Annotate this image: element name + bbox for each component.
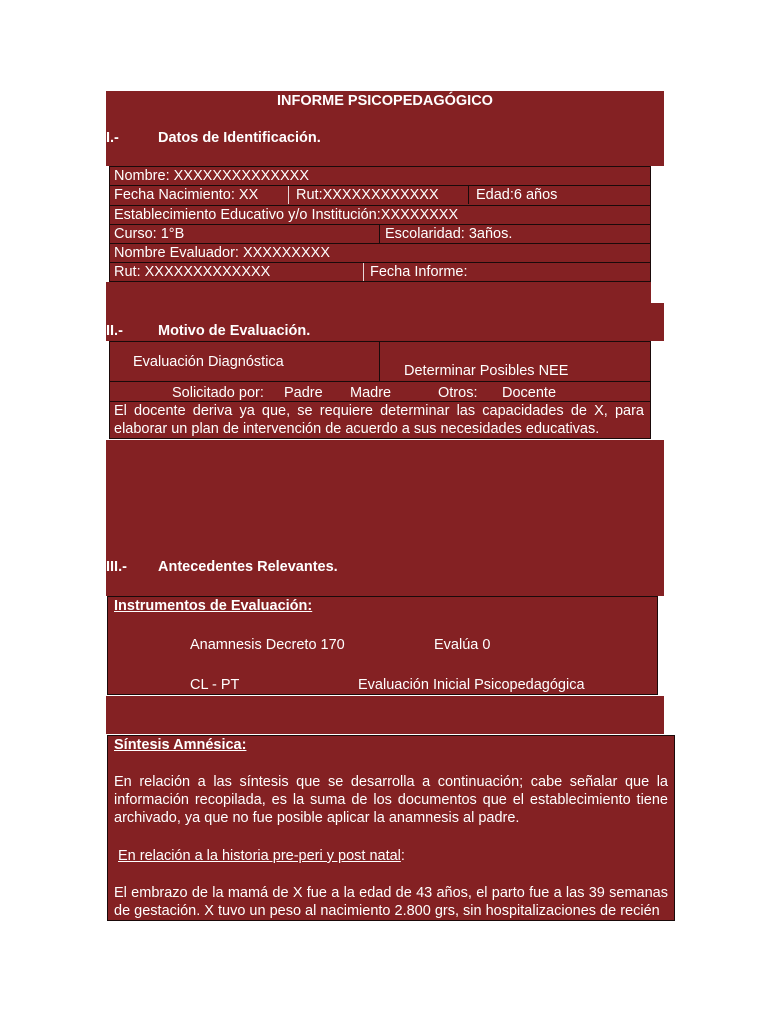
historia-subheading-text: En relación a la historia pre-peri y post natal — [118, 848, 401, 864]
section-1-title: Datos de Identificación. — [158, 130, 321, 146]
sintesis-paragraph-1: En relación a las síntesis que se desarrolla a continuación; cabe señalar que la información recopilada, es la suma de los documentos que el establecimiento tiene archivado, ya que no fue posible aplicar la anamnesis al padre. — [114, 774, 668, 826]
report-title: INFORME PSICOPEDAGÓGICO — [277, 93, 493, 109]
instrumentos-heading: Instrumentos de Evaluación: — [114, 598, 313, 614]
curso-field: Curso: 1°B — [114, 226, 185, 242]
solicitado-docente: Docente — [502, 385, 557, 401]
instrumento-item: Evaluación Inicial Psicopedagógica — [358, 677, 585, 693]
section-2-number: II.- — [106, 323, 123, 339]
historia-subheading — [118, 847, 405, 865]
fecha-informe-field: Fecha Informe: — [370, 264, 468, 280]
evaluacion-tipo: Evaluación Diagnóstica — [133, 354, 284, 370]
section-2-title: Motivo de Evaluación. — [158, 323, 311, 339]
evaluacion-objetivo: Determinar Posibles NEE — [404, 363, 569, 379]
instrumento-item: Evalúa 0 — [434, 637, 491, 653]
section-3-number: III.- — [106, 559, 127, 575]
solicitado-label: Solicitado por: — [172, 385, 264, 401]
solicitado-otros: Otros: — [438, 385, 478, 401]
sintesis-heading: Síntesis Amnésica: — [114, 737, 247, 753]
edad-field: Edad:6 años — [476, 187, 558, 203]
sintesis-paragraph-2: El embrazo de la mamá de X fue a la edad de 43 años, el parto fue a las 39 semanas de gestación. X tuvo un peso al nacimiento 2.800 grs, sin hospitalizaciones de recién — [114, 885, 668, 919]
section-3-title: Antecedentes Relevantes. — [158, 559, 338, 575]
rut-evaluador-field: Rut: XXXXXXXXXXXXX — [114, 264, 271, 280]
nombre-field: Nombre: XXXXXXXXXXXXXX — [114, 168, 310, 184]
solicitado-madre: Madre — [350, 385, 392, 401]
escolaridad-field: Escolaridad: 3años. — [385, 226, 513, 242]
instrumento-item: CL - PT — [190, 677, 240, 693]
fecha-nacimiento-field: Fecha Nacimiento: XX — [114, 187, 259, 203]
motivo-descripcion: El docente deriva ya que, se requiere determinar las capacidades de X, para elaborar un plan de intervención de acuerdo a sus necesidades educativas. — [114, 403, 644, 437]
evaluador-field: Nombre Evaluador: XXXXXXXXX — [114, 245, 330, 261]
instrumento-item: Anamnesis Decreto 170 — [190, 637, 345, 653]
solicitado-padre: Padre — [284, 385, 323, 401]
historia-subheading-colon: : — [400, 848, 405, 864]
spacer-block — [106, 282, 651, 303]
establecimiento-field: Establecimiento Educativo y/o Institución:XXXXXXXX — [114, 207, 459, 223]
rut-field: Rut:XXXXXXXXXXXX — [296, 187, 439, 203]
spacer-block-2 — [106, 696, 664, 734]
section-1-number: I.- — [106, 130, 119, 146]
